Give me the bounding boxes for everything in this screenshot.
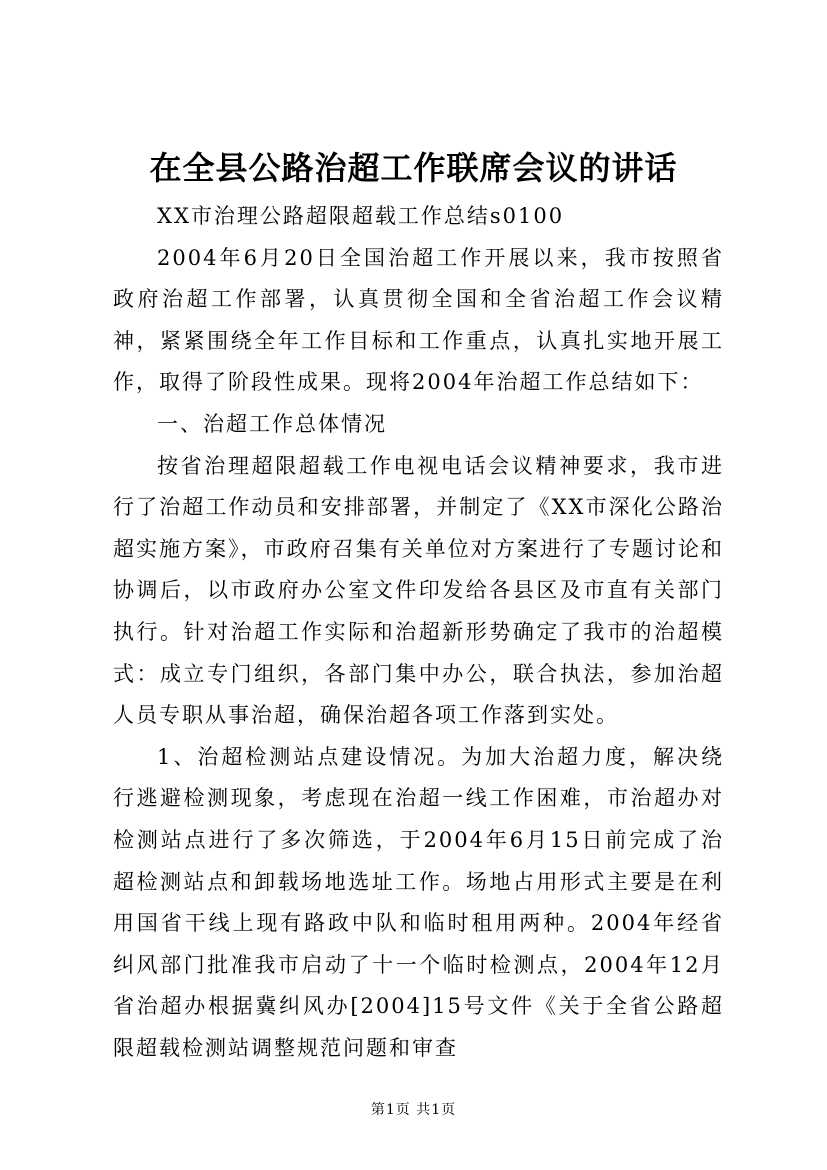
paragraph-subtitle: XX市治理公路超限超载工作总结s0100 [157, 204, 565, 228]
page-footer: 第1页 共1页 [370, 1102, 457, 1118]
document-body [113, 196, 724, 1069]
paragraph-intro: 2004年6月20日全国治超工作开展以来，我市按照省政府治超工作部署，认真贯彻全国和全省治超工作会议精神，紧紧围绕全年工作目标和工作重点，认真扎实地开展工作，取得了阶段性成果。现将2004年治超工作总结如下： [113, 245, 724, 395]
paragraph-overview: 按省治理超限超载工作电视电话会议精神要求，我市进行了治超工作动员和安排部署，并制定了《XX市深化公路治超实施方案》，市政府召集有关单位对方案进行了专题讨论和协调后，以市政府办公室文件印发给各县区及市直有关部门执行。针对治超工作实际和治超新形势确定了我市的治超模式：成立专门组织，各部门集中办公，联合执法，参加治超人员专职从事治超，确保治超各项工作落到实处。 [113, 453, 724, 728]
section-heading: 一、治超工作总体情况 [157, 411, 387, 436]
document-title: 在全县公路治超工作联席会议的讲话 [149, 149, 678, 187]
paragraph-station-construction: 1、治超检测站点建设情况。为加大治超力度，解决绕行逃避检测现象，考虑现在治超一线工作困难，市治超办对检测站点进行了多次筛选，于2004年6月15日前完成了治超检测站点和卸载场地选址工作。场地占用形式主要是在利用国省干线上现有路政中队和临时租用两种。2004年经省纠风部门批准我市启动了十一个临时检测点，2004年12月省治超办根据冀纠风办[2004]15号文件《关于全省公路超限超载检测站调整规范问题和审查 [113, 744, 724, 1060]
